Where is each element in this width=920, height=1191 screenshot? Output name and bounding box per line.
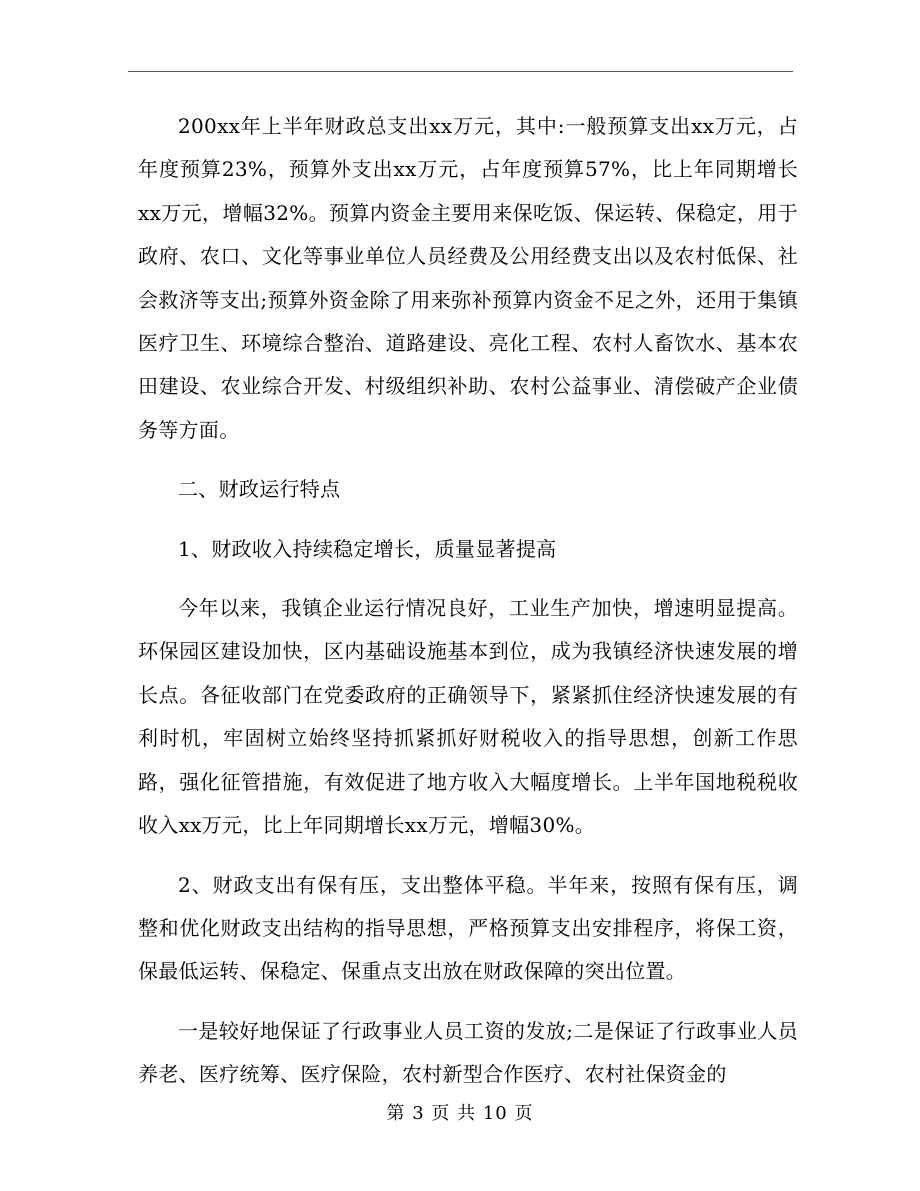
page-number-footer: 第 3 页 共 10 页 [386, 1103, 534, 1124]
paragraph-expenditure-summary: 200xx年上半年财政总支出xx万元，其中:一般预算支出xx万元，占年度预算23%，预算外支出xx万元，占年度预算57%，比上年同期增长xx万元，增幅32%。预算内资金主要用来保吃饭、保运转、保稳定，用于政府、农口、文化等事业单位人员经费及公用经费支出以及农村低保、社会救济等支出;预算外资金除了用来弥补预算内资金不足之外，还用于集镇医疗卫生、环境综合整治、道路建设、亮化工程、农村人畜饮水、基本农田建设、农业综合开发、村级组织补助、农村公益事业、清偿破产企业债务等方面。 [138, 114, 798, 442]
paragraph-wage-guarantee: 一是较好地保证了行政事业人员工资的发放;二是保证了行政事业人员养老、医疗统筹、医疗保险，农村新型合作医疗、农村社保资金的 [138, 1018, 798, 1087]
section-heading-fiscal-features: 二、财政运行特点 [178, 477, 341, 502]
header-rule [128, 71, 793, 72]
document-body [138, 105, 798, 1097]
subheading-revenue-growth: 1、财政收入持续稳定增长，质量显著提高 [178, 536, 557, 561]
paragraph-revenue-details: 今年以来，我镇企业运行情况良好，工业生产加快，增速明显提高。环保园区建设加快，区内基础设施基本到位，成为我镇经济快速发展的增长点。各征收部门在党委政府的正确领导下，紧紧抓住经济快速发展的有利时机，牢固树立始终坚持抓紧抓好财税收入的指导思想，创新工作思路，强化征管措施，有效促进了地方收入大幅度增长。上半年国地税税收收入xx万元，比上年同期增长xx万元，增幅30%。 [138, 596, 798, 838]
paragraph-expenditure-balance: 2、财政支出有保有压，支出整体平稳。半年来，按照有保有压，调整和优化财政支出结构的指导思想，严格预算支出安排程序，将保工资，保最低运转、保稳定、保重点支出放在财政保障的突出位置。 [138, 872, 798, 984]
